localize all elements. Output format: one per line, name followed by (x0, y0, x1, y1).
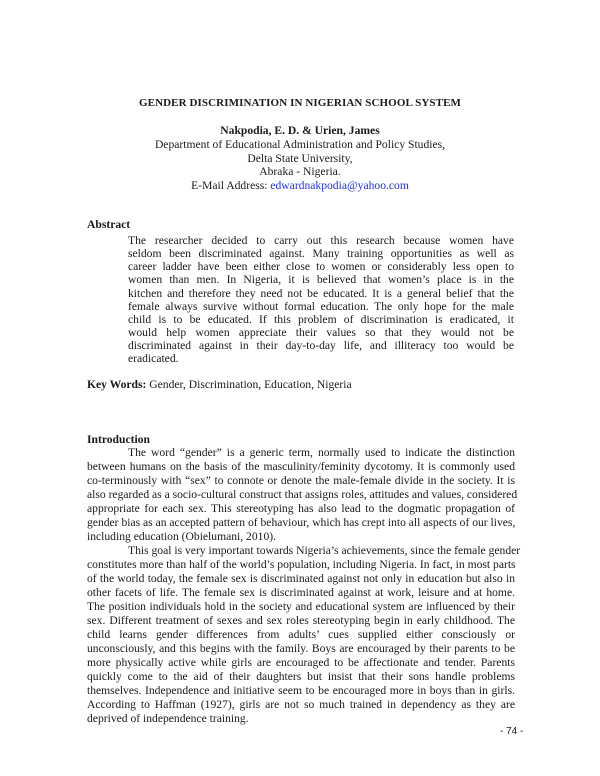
text-line: would help women appreciate their values so that they would not be (128, 325, 514, 339)
keywords-label: Key Words: (87, 378, 147, 391)
email-link[interactable]: edwardnakpodia@yahoo.com (270, 179, 409, 192)
text-line: of the world today, the female sex is discriminated against not only in education but also in (87, 572, 515, 585)
text-line: between humans on the basis of the masculinity/feminity dycotomy. It is commonly used (87, 460, 515, 473)
text-line: child learns gender differences from adults’ cues supplied either consciously or (87, 628, 515, 641)
text-line: deprived of independence training. (87, 712, 249, 725)
affiliation-department: Department of Educational Administration and Policy Studies, (154, 138, 446, 151)
text-line: discriminated against in their day-to-day life, and illiteracy too would be (128, 339, 514, 353)
page-number: - 74 - (500, 726, 524, 737)
text-line: kitchen and therefore they need not be educated. It is a general belief that the (128, 286, 514, 300)
text-line: career ladder have been either close to women or considerably less open to (128, 260, 514, 274)
abstract-body (128, 234, 514, 365)
text-line: more physically active while girls are encouraged to be affectionate and tender. Parents (87, 656, 515, 669)
keywords (87, 378, 352, 392)
email-label: E-Mail Address: (191, 179, 271, 192)
text-line: The position individuals hold in the society and educational system are influenced by their (87, 600, 515, 613)
keywords-list: Gender, Discrimination, Education, Nigeria (146, 378, 352, 391)
paper-title: GENDER DISCRIMINATION IN NIGERIAN SCHOOL SYSTEM (138, 97, 462, 109)
text-line: quickly come to the aid of their daughters but insist that their sons handle problems (87, 670, 515, 683)
text-line: sex. Different treatment of sexes and sex roles stereotyping begin in early childhood. The (87, 614, 515, 627)
authors: Nakpodia, E. D. & Urien, James (220, 124, 380, 137)
text-line: co-terminously with “sex” to connote or denote the male-female divide in the society. It is (87, 474, 515, 487)
text-line: appropriate for each sex. This stereotyping has also lead to the dogmatic propagation of (87, 502, 515, 515)
text-line: themselves. Independence and initiative seem to be encouraged more in boys than in girls. (87, 684, 515, 697)
text-line: including education (Obielumani, 2010). (87, 530, 276, 543)
introduction-heading: Introduction (87, 433, 150, 446)
text-line: constitutes more than half of the world’s population, including Nigeria. In fact, in most parts (87, 558, 516, 571)
text-line: gender bias as an accepted pattern of behaviour, which has crept into all aspects of our lives, (87, 516, 516, 529)
text-line: female always survive without formal education. The only hope for the male (128, 299, 514, 313)
text-line: eradicated. (128, 352, 179, 366)
abstract-heading: Abstract (87, 218, 131, 231)
text-line: also regarded as a socio-cultural construct that assigns roles, attitudes and values, considered (87, 488, 518, 501)
text-line: child is to be educated. If this problem of discrimination is eradicated, it (128, 312, 514, 326)
text-line: The word “gender” is a generic term, normally used to indicate the distinction (128, 446, 515, 459)
affiliation-university: Delta State University, (247, 152, 353, 165)
email-line (0, 179, 600, 193)
introduction-paragraph-2 (87, 544, 521, 726)
text-line: seldom been discriminated against. Many training opportunities as well as (128, 247, 514, 261)
text-line: According to Haffman (1927), girls are not so much trained in dependency as they are (87, 698, 515, 711)
affiliation-location: Abraka - Nigeria. (259, 165, 341, 178)
text-line: women than men. In Nigeria, it is believed that women’s place is in the (128, 273, 514, 287)
text-line: other facets of life. The female sex is discriminated against at work, leisure and at home. (87, 586, 515, 599)
text-line: unconsciously, and this begins with the family. Boys are encouraged by their parents to be (87, 642, 515, 655)
introduction-paragraph-1 (87, 446, 518, 544)
text-line: This goal is very important towards Nigeria’s achievements, since the female gender (128, 544, 521, 557)
text-line: The researcher decided to carry out this research because women have (128, 234, 514, 247)
